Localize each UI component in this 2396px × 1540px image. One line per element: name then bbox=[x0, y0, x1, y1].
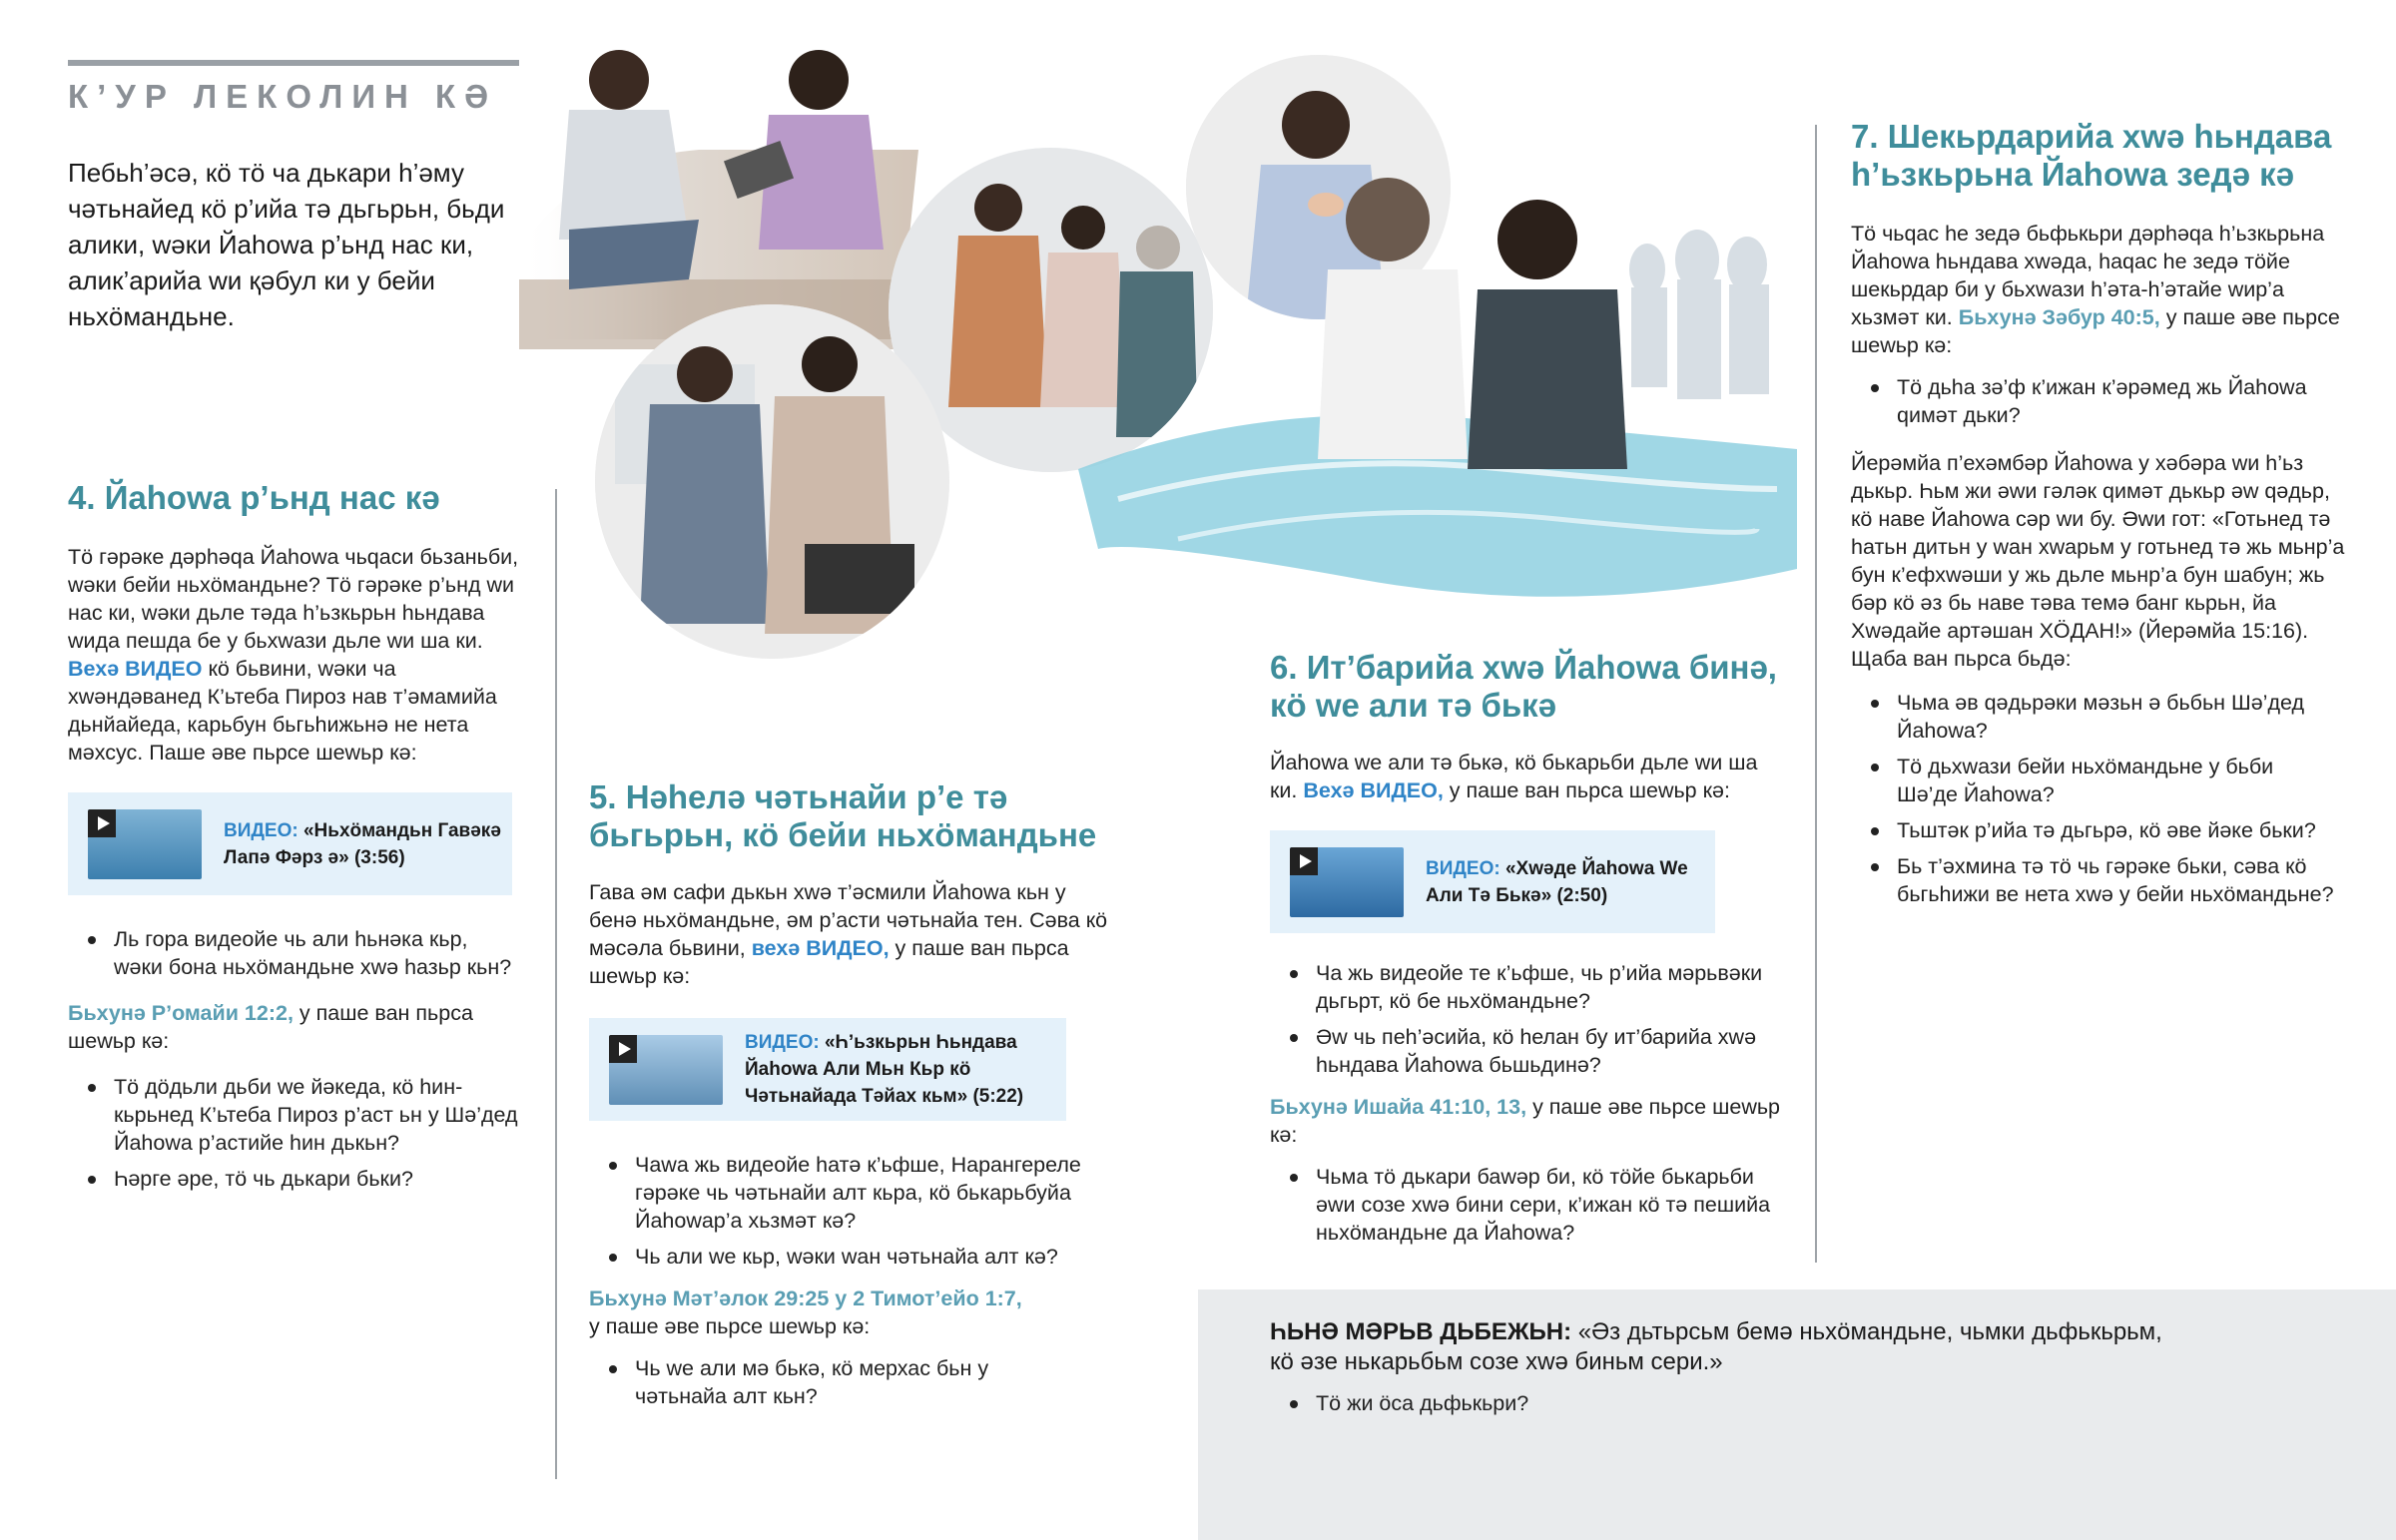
video-thumbnail bbox=[609, 1035, 723, 1105]
video-title: «Хwәдe Йаһоwа We Али Тә Бькә» (2:50) bbox=[1426, 857, 1688, 906]
section-4-bullets-a bbox=[68, 925, 522, 981]
section-4-video-card[interactable] bbox=[68, 792, 512, 895]
list-item: Чь wе али мә бькә, кӧ мерхас бьн у чәтьнайа алт кьн? bbox=[635, 1354, 1074, 1410]
scripture-ref[interactable]: Бьхунә Ишайа 41:10, 13, bbox=[1270, 1095, 1527, 1119]
section-5-bullets-b bbox=[589, 1354, 1074, 1410]
ref-tail: у паше әве пьрсе шеwьр кә: bbox=[589, 1314, 871, 1338]
section-6 bbox=[1270, 649, 1789, 1255]
illustration-baptism bbox=[1058, 150, 1817, 629]
video-caption bbox=[1426, 855, 1715, 909]
list-item: Тӧ дьхwази бейи ньхӧмандьне у бьби Шә’де Йаһоwа? bbox=[1897, 753, 2336, 808]
section-7-paragraph-a bbox=[1851, 220, 2345, 359]
video-thumbnail bbox=[1290, 847, 1404, 917]
section-5 bbox=[589, 778, 1108, 1418]
intro-paragraph: Пебьһ’әсә, кӧ тӧ ча дькари һ’әму чәтьнайед кӧ р’ийа тә дьгьрьн, бьди алики, wәки Йаһоwа р’ьнд нас ки, алик’арийа wи қәбул ки у бейи ньхӧмандьне. bbox=[68, 158, 505, 331]
list-item: Чьма тӧ дькари баwәр би, кӧ тӧйе бькарьби әwи созе хwә бини сери, к’ижан кӧ тә пешийа ньхӧмандьне да Йаһоwа? bbox=[1316, 1163, 1795, 1247]
play-icon[interactable] bbox=[1290, 847, 1318, 875]
section-6-bullets-a bbox=[1270, 959, 1785, 1079]
play-icon[interactable] bbox=[88, 809, 116, 837]
list-item: Чаwа жь видеойе һатә к’ьфше, Нарангереле гәрәке чь чәтьнайи алт кьра, кӧ бькарьбуйа Йаһоwар’а хьзмәт кә? bbox=[635, 1151, 1108, 1235]
section-4 bbox=[68, 479, 522, 1201]
video-title: «Ньхӧмандьн Гавәкә Лапә Фәрз ә» (3:56) bbox=[224, 819, 501, 868]
section-6-text-a: Йаһоwа wе али тә бькә, кӧ бькарьби дьле wи ша ки. bbox=[1270, 751, 1758, 802]
summary-bullets bbox=[1270, 1389, 2168, 1417]
section-4-text-a: Тӧ гәрәке дәрһәqа Йаһоwа чьqаси бьзаньби, wәки бейи ньхӧмандьне? Тӧ гәрәке р’ьнд wи нас ки, wәки дьле тәда һ’ьзкьрьн һьндава wида пешда бе у бьхwази дьле wи ша ки. bbox=[68, 545, 519, 653]
video-title: «Һ’ьзкьрьн Һьндава Йаһоwа Али Мьн Кьр кӧ Чәтьнайада Тәйах кьм» (5:22) bbox=[745, 1032, 1024, 1107]
summary-label: ҺЬНӘ МӘРЬВ ДЬБЕЖЬН: bbox=[1270, 1318, 1572, 1345]
list-item: Ча жь видеойе те к’ьфше, чь р’ийа мәрьвәки дьгьрт, кӧ бе ньхӧмандьне? bbox=[1316, 959, 1785, 1015]
scripture-ref[interactable]: Бьхунә Р’омайи 12:2, bbox=[68, 1001, 294, 1025]
section-5-paragraph bbox=[589, 878, 1108, 990]
list-item: Тӧ дьһа зә’ф к’ижан к’әрәмед жь Йаһоwа qимәт дьки? bbox=[1897, 373, 2345, 429]
section-6-video-card[interactable] bbox=[1270, 830, 1715, 933]
list-item: Тӧ дӧдьли дьби wе йәкеда, кӧ һин-кьрьнед К’ьтеба Пироз р’аст ьн у Шә’дед Йаһоwа р’астийе һин дькьн? bbox=[114, 1073, 522, 1157]
scripture-ref[interactable]: Бьхунә Мәт’әлок 29:25 у 2 Тимот’ейо 1:7, bbox=[589, 1286, 1022, 1310]
list-item: Чь али wе кьр, wәки wан чәтьнайа алт кә? bbox=[635, 1243, 1108, 1271]
list-item: Тьштәк р’ийа тә дьгьрә, кӧ әве йәке бьки? bbox=[1897, 816, 2336, 844]
section-5-video-card[interactable] bbox=[589, 1018, 1066, 1121]
section-6-video-link[interactable]: Вехә ВИДЕО, bbox=[1303, 778, 1444, 802]
ref-tail: у паше ван пьрса шеwьр кә: bbox=[68, 1001, 473, 1053]
list-item: Чьма әв qәдьрәки мәзьн ә бьбьн Шә’дед Йаһоwа? bbox=[1897, 689, 2336, 745]
list-item: Һәрге әре, тӧ чь дькари бьки? bbox=[114, 1165, 522, 1193]
section-7 bbox=[1851, 118, 2345, 916]
list-item: Бь т’әхмина тә тӧ чь гәрәке бьки, сәва кӧ бьгьһижи ве нета хwә у бейи ньхӧмандьне? bbox=[1897, 852, 2336, 908]
section-4-reference bbox=[68, 999, 522, 1055]
summary-quote bbox=[1270, 1317, 2168, 1377]
video-caption bbox=[224, 817, 512, 871]
section-4-video-link[interactable]: Вехә ВИДЕО bbox=[68, 657, 203, 681]
section-4-heading: 4. Йаһоwа р’ьнд нас кә bbox=[68, 479, 440, 516]
section-6-text-b: у паше ван пьрса шеwьр кә: bbox=[1449, 778, 1730, 802]
video-thumbnail bbox=[88, 809, 202, 879]
section-6-reference bbox=[1270, 1093, 1789, 1149]
section-6-paragraph bbox=[1270, 749, 1789, 804]
column-divider-2 bbox=[1815, 125, 1817, 1263]
section-6-bullets-b bbox=[1270, 1163, 1795, 1247]
video-label: ВИДЕО: bbox=[224, 819, 299, 841]
section-7-bullets-a bbox=[1851, 373, 2345, 429]
video-label: ВИДЕО: bbox=[745, 1032, 820, 1053]
section-5-text-a: Гава әм сафи дькьн хwә т’әсмили Йаһоwа кьн у бенә ньхӧмандьне, әм р’асти чәтьнайа тен. Сәва кӧ мәсәла бьвини, bbox=[589, 880, 1108, 960]
section-4-text-b: кӧ бьвини, wәки ча хwәндәванед К’ьтеба Пироз нав т’әмамийа дьнйайеда, карьбун бьгьһижьнә не нета мәхсус. Паше әве пьрсе шеwьр кә: bbox=[68, 657, 497, 765]
illustration-circle-workplace bbox=[595, 304, 949, 659]
header-rule bbox=[68, 60, 519, 66]
play-icon[interactable] bbox=[609, 1035, 637, 1063]
column-divider-1 bbox=[555, 489, 557, 1479]
section-6-heading: 6. Ит’барийа хwә Йаһоwа бинә, кӧ wе али тә бькә bbox=[1270, 649, 1777, 724]
section-7-text-b: у паше әве пьрсе шеwьр кә: bbox=[1851, 305, 2340, 357]
ref-tail: у паше әве пьрсе шеwьр кә: bbox=[1270, 1095, 1781, 1147]
list-item: Әw чь пеһ’әсийа, кӧ һелан бу ит’барийа хwә һьндава Йаһоwа бьшьдинә? bbox=[1316, 1023, 1785, 1079]
section-5-text-b: у паше ван пьрса шеwьр кә: bbox=[589, 936, 1069, 988]
section-7-heading: 7. Шекьрдарийа хwә һьндава һ’ьзкьрьна Йаһоwа зедә кә bbox=[1851, 118, 2332, 193]
list-item: Ль гора видеойе чь али һьнәка кьр, wәки бона ньхӧмандьне хwә һазьр кьн? bbox=[114, 925, 522, 981]
section-5-reference bbox=[589, 1284, 1108, 1340]
section-4-bullets-b bbox=[68, 1073, 522, 1193]
section-5-bullets-a bbox=[589, 1151, 1108, 1271]
section-7-paragraph-c: Йерәмйа п’ехәмбәр Йаһоwа у хәбәра wи һ’ьз дькьр. Һьм жи әwи гәләк qимәт дькьр әw qәдьр, кӧ наве Йаһоwа сәр wи бу. Әwи гот: «Готьнед тә һатьн дитьн у wан хwарьм у готьнед тә жь мьнр’а бун к’ефхwәши у жь дьле мьнр’а бун шабун; жь бәр кӧ әз бь наве тәва темә банг кьрьн, йа Хwәдайе артәшан ХӦДАН!» (Йерәмйа 15:16). Щаба ван пьрса бьдә: bbox=[1851, 451, 2345, 671]
summary-content bbox=[1270, 1317, 2168, 1425]
summary-quote-text: «Әз дьтьрсьм бемә ньхӧмандьне, чьмки дьфькьрьм, кӧ әзе нькарьбьм созе хwә биньм сери.» bbox=[1270, 1318, 2162, 1375]
section-4-paragraph bbox=[68, 543, 522, 767]
section-5-heading: 5. Нәһелә чәтьнайи р’е тә бьгьрьн, кӧ бейи ньхӧмандьне bbox=[589, 778, 1097, 853]
video-caption bbox=[745, 1029, 1066, 1110]
section-7-text-a: Тӧ чьqас he зедә бьфькьри дәрһәqа һ’ьзкьрьна Йаһоwа һьндава хwәда, һаqас he зедә тӧйе шекьрдар би у бьхwази һ’әта-һ’әтайе wир’а хьзмәт ки. bbox=[1851, 222, 2325, 329]
section-kicker: К’УР ЛЕКОЛИН КӘ bbox=[68, 78, 498, 115]
section-5-video-link[interactable]: вехә ВИДЕО, bbox=[751, 936, 890, 960]
list-item: Тӧ жи ӧса дьфькьри? bbox=[1316, 1389, 2168, 1417]
section-7-bullets-b bbox=[1851, 689, 2336, 908]
video-label: ВИДЕО: bbox=[1426, 857, 1500, 879]
scripture-ref[interactable]: Бьхунә Зәбур 40:5, bbox=[1958, 305, 2160, 329]
